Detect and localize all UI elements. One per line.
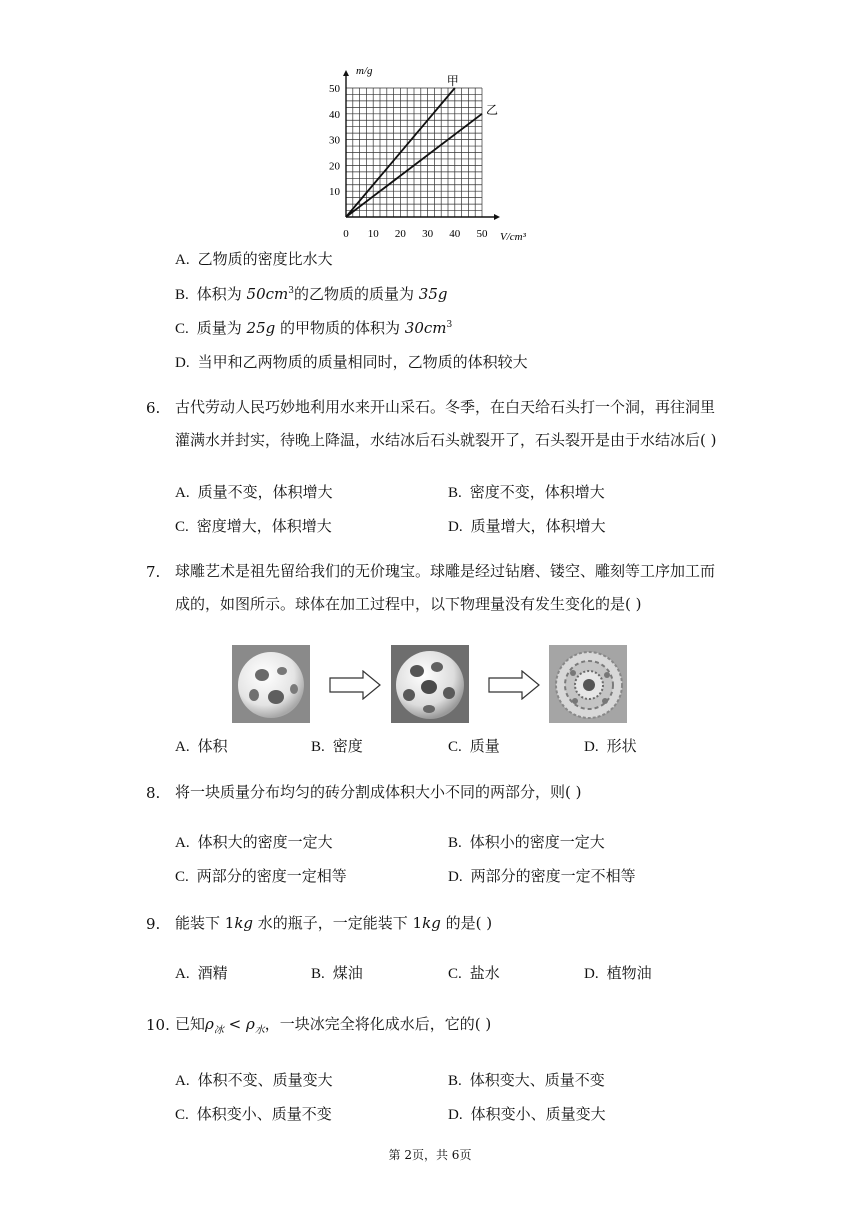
- option-letter: C.: [448, 966, 462, 982]
- y-axis-label: m/g: [356, 65, 373, 77]
- option-letter: A.: [175, 1073, 190, 1089]
- option-text: 密度增大，体积增大: [196, 517, 332, 535]
- y-axis-arrow-icon: [343, 70, 349, 76]
- ball-image-2: [391, 645, 469, 723]
- q6-option-d[interactable]: [448, 515, 606, 536]
- option-text: 体积大的密度一定大: [197, 833, 333, 851]
- q9-stem-text: 的是( ): [440, 914, 493, 932]
- option-text: 乙物质的密度比水大: [197, 250, 333, 268]
- q8-option-c[interactable]: [175, 865, 347, 886]
- option-letter: B.: [311, 739, 325, 755]
- option-text: 的甲物质的体积为: [275, 319, 405, 337]
- process-arrow-icon: [329, 670, 381, 700]
- option-text: 形状: [606, 737, 637, 755]
- q7-option-c[interactable]: [448, 735, 500, 756]
- math-value: 30cm: [404, 319, 447, 337]
- q9-option-b[interactable]: [311, 962, 363, 983]
- q7-number: 7.: [146, 563, 161, 581]
- option-letter: A.: [175, 739, 190, 755]
- q8-option-a[interactable]: [175, 831, 333, 852]
- q6-stem-line: 古代劳动人民巧妙地利用水来开山采石。冬季，在白天给石头打一个洞，再往洞里: [175, 398, 716, 416]
- q5-option-b[interactable]: [175, 283, 447, 304]
- q10-stem-text: ，一块冰完全将化成水后，它的( ): [264, 1015, 492, 1033]
- math-unit: kg: [422, 914, 441, 932]
- subscript: 冰: [213, 1025, 224, 1036]
- q9-stem-text: 水的瓶子，一定能装下 1: [253, 914, 423, 932]
- q7-stem: [175, 555, 720, 621]
- option-text: 质量增大，体积增大: [470, 517, 606, 535]
- option-text: 体积变小、质量变大: [470, 1105, 606, 1123]
- option-text: 质量: [469, 737, 500, 755]
- option-letter: B.: [175, 287, 189, 303]
- option-letter: C.: [448, 739, 462, 755]
- option-letter: C.: [175, 519, 189, 535]
- x-axis-label: V/cm³: [500, 231, 526, 243]
- less-than-sign: <: [223, 1015, 246, 1033]
- x-tick-label: 40: [449, 228, 461, 240]
- option-text: 密度不变，体积增大: [469, 483, 605, 501]
- q5-option-a[interactable]: [175, 248, 333, 269]
- option-letter: D.: [175, 355, 190, 371]
- math-unit: kg: [234, 914, 254, 932]
- option-letter: A.: [175, 966, 190, 982]
- option-letter: B.: [448, 1073, 462, 1089]
- q10-stem-text: 已知: [175, 1015, 206, 1033]
- option-text: 当甲和乙两物质的质量相同时，乙物质的体积较大: [197, 353, 528, 371]
- option-text: 体积不变、质量变大: [197, 1071, 333, 1089]
- q10-option-c[interactable]: [175, 1103, 332, 1124]
- q6-option-c[interactable]: [175, 515, 332, 536]
- x-tick-label: 0: [343, 228, 349, 240]
- option-letter: D.: [448, 869, 463, 885]
- q7-option-b[interactable]: [311, 735, 363, 756]
- option-letter: D.: [448, 1107, 463, 1123]
- series-label-1: 甲: [446, 74, 459, 88]
- q10-stem: [175, 1008, 720, 1047]
- option-text: 体积变大、质量不变: [469, 1071, 605, 1089]
- option-text: 体积小的密度一定大: [469, 833, 605, 851]
- q6-stem: [175, 391, 720, 457]
- option-text: 酒精: [197, 964, 228, 982]
- option-letter: C.: [175, 1107, 189, 1123]
- mass-volume-graph: [320, 58, 540, 248]
- math-value: 50cm: [246, 285, 289, 303]
- x-axis-arrow-icon: [494, 214, 500, 220]
- option-letter: B.: [448, 835, 462, 851]
- q8-stem: 将一块质量分布均匀的砖分割成体积大小不同的两部分，则( ): [175, 783, 582, 801]
- y-tick-label: 30: [329, 134, 340, 147]
- process-arrow-icon: [488, 670, 540, 700]
- chart-grid: [346, 88, 482, 217]
- option-letter: C.: [175, 321, 189, 337]
- q9-option-d[interactable]: [584, 962, 652, 983]
- y-tick-label: 20: [329, 160, 340, 173]
- x-tick-label: 10: [367, 228, 379, 240]
- option-letter: A.: [175, 485, 190, 501]
- q10-option-d[interactable]: [448, 1103, 606, 1124]
- q7-option-d[interactable]: [584, 735, 637, 756]
- rho-symbol: ρ: [245, 1015, 255, 1033]
- q5-option-d[interactable]: [175, 351, 528, 372]
- option-text: 体积: [197, 737, 228, 755]
- option-text: 质量为: [196, 319, 247, 337]
- q8-number: 8.: [146, 784, 161, 802]
- option-letter: B.: [311, 966, 325, 982]
- y-tick-label: 40: [329, 108, 340, 121]
- option-text: 两部分的密度一定不相等: [470, 867, 636, 885]
- q6-stem-line: 灌满水并封实，待晚上降温，水结冰后石头就裂开了，石头裂开是由于水结冰后( ): [175, 431, 717, 449]
- page-footer: 第 2页，共 6页: [388, 1148, 472, 1162]
- q9-stem-text: 能装下 1: [175, 914, 235, 932]
- q5-option-c[interactable]: [175, 317, 452, 338]
- q7-stem-line: 成的，如图所示。球体在加工过程中，以下物理量没有发生变化的是( ): [175, 595, 642, 613]
- math-value: 25g: [246, 319, 276, 337]
- q9-stem: [175, 907, 720, 940]
- superscript: 3: [288, 286, 294, 296]
- option-letter: A.: [175, 835, 190, 851]
- option-text: 两部分的密度一定相等: [196, 867, 347, 885]
- q10-option-a[interactable]: [175, 1069, 333, 1090]
- y-tick-label: 50: [329, 83, 340, 95]
- q7-option-a[interactable]: [175, 735, 228, 756]
- math-value: 35g: [418, 285, 448, 303]
- rho-symbol: ρ: [205, 1015, 214, 1033]
- x-tick-label: 20: [394, 228, 406, 240]
- q6-option-a[interactable]: [175, 481, 333, 502]
- option-letter: A.: [175, 252, 190, 268]
- x-tick-label: 30: [422, 228, 434, 240]
- q6-number: 6.: [146, 399, 161, 417]
- q7-stem-line: 球雕艺术是祖先留给我们的无价瑰宝。球雕是经过钻磨、镂空、雕刻等工序加工而: [175, 562, 716, 580]
- option-letter: B.: [448, 485, 462, 501]
- ball-image-3: [549, 645, 627, 723]
- option-text: 密度: [332, 737, 363, 755]
- q6-option-b[interactable]: [448, 481, 605, 502]
- y-tick-label: 10: [329, 186, 340, 199]
- option-text: 的乙物质的质量为: [294, 285, 419, 303]
- option-letter: D.: [448, 519, 463, 535]
- q8-option-b[interactable]: [448, 831, 605, 852]
- option-text: 体积变小、质量不变: [196, 1105, 332, 1123]
- option-text: 体积为: [196, 285, 247, 303]
- option-text: 植物油: [606, 964, 652, 982]
- option-letter: C.: [175, 869, 189, 885]
- option-letter: D.: [584, 739, 599, 755]
- ball-image-1: [232, 645, 310, 723]
- q9-option-c[interactable]: [448, 962, 500, 983]
- option-text: 煤油: [332, 964, 363, 982]
- option-text: 质量不变，体积增大: [197, 483, 333, 501]
- q9-number: 9.: [146, 915, 161, 933]
- q10-number: 10.: [146, 1016, 170, 1034]
- q8-option-d[interactable]: [448, 865, 636, 886]
- option-text: 盐水: [469, 964, 500, 982]
- subscript: 水: [254, 1025, 265, 1036]
- series-label-2: 乙: [486, 102, 499, 117]
- superscript: 3: [446, 320, 453, 330]
- option-letter: D.: [584, 966, 599, 982]
- q9-option-a[interactable]: [175, 962, 228, 983]
- q10-option-b[interactable]: [448, 1069, 605, 1090]
- x-tick-label: 50: [476, 228, 488, 240]
